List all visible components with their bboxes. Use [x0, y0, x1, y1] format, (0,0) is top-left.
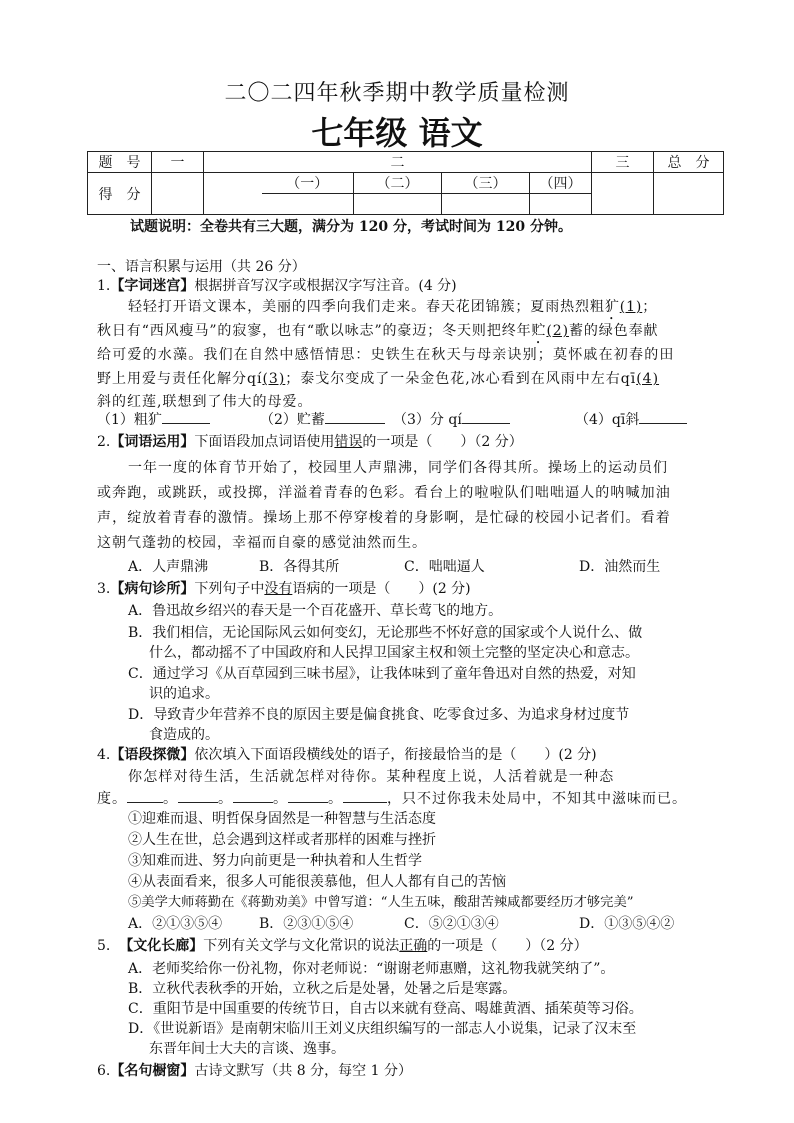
q5-option-b[interactable]: B．立秋代表秋季的开始，立秋之后是处暑，处暑之后是寒露。	[128, 981, 517, 997]
q2-tag: 【词语运用】	[110, 434, 195, 450]
q4-item-4: ④从表面看来，很多人可能很羡慕他，但人人都有自己的苦恼	[128, 874, 506, 890]
score-cell-part1[interactable]	[152, 173, 204, 215]
q4-tag: 【语段探微】	[110, 747, 195, 763]
score-cell-spacer	[204, 173, 262, 215]
q3-option-c-line2: 识的追求。	[149, 686, 219, 702]
q1-answer-3-blank[interactable]	[462, 409, 510, 424]
q1-passage-line-4	[97, 369, 659, 389]
q2-stem-text: 的一项是（ ）（2 分）	[362, 434, 523, 450]
q2-stem-text: 下面语段加点词语使用	[194, 434, 335, 450]
q2-number: 2.	[97, 434, 111, 450]
score-cell-sub3[interactable]	[442, 194, 530, 215]
question-2-stem	[97, 432, 523, 452]
q1-pinyin-1: qí	[247, 371, 263, 387]
q1-answer-2	[260, 409, 385, 430]
q4-option-c[interactable]: C．⑤②①③④	[404, 916, 499, 932]
q3-number: 3.	[97, 581, 111, 597]
score-cell-sub4[interactable]	[530, 194, 592, 215]
q2-passage-line-3: 声，绽放着青春的激情。操场上那不停穿梭着的身影啊，是忙碌的校园小记者们。看着	[97, 510, 671, 526]
q3-option-b-line1[interactable]: B．我们相信，无论国际风云如何变幻，无论那些不怀好意的国家或个人说什么、做	[128, 625, 643, 641]
q1-pinyin-2: qī	[620, 371, 637, 387]
exam-subtitle: 七年级 语文	[311, 114, 483, 152]
q1-marked-word-2: 贮	[531, 323, 547, 339]
q5-option-c[interactable]: C．重阳节是中国重要的传统节日，自古以来就有登高、喝雄黄酒、插茱萸等习俗。	[128, 1001, 643, 1017]
q4-passage-text: 度。	[97, 791, 127, 807]
score-cell-sub2[interactable]	[354, 194, 442, 215]
score-table	[87, 151, 724, 215]
q4-passage-line-2: 度。 。 。 。 。 ，只不过你我未处局中，不知其中滋味而已。	[97, 788, 687, 809]
q1-passage-text: ；泰戈尔变成了一朵金色花,冰心看到在风雨中左右	[285, 371, 621, 387]
q6-number: 6.	[97, 1063, 111, 1079]
exam-title: 二〇二四年秋季期中教学质量检测	[224, 81, 570, 106]
q6-tag: 【名句橱窗】	[110, 1063, 195, 1079]
q1-passage-text: 野上用爱与责任化解分	[97, 371, 247, 387]
q4-item-3: ③知难而进、努力向前更是一种执着和人生哲学	[128, 853, 422, 869]
q2-stem-emphasis: 错误	[334, 434, 363, 450]
q4-blank-3[interactable]	[233, 788, 273, 803]
question-4-stem	[97, 745, 597, 765]
q1-punct: ；	[642, 299, 658, 315]
q4-item-2: ②人生在世，总会遇到这样或者那样的困难与挫折	[128, 832, 436, 848]
q1-blank-2: (2)	[546, 323, 569, 339]
q1-number: 1.	[97, 278, 111, 294]
q4-blank-1[interactable]	[127, 788, 163, 803]
q2-passage-line-2: 或奔跑，或跳跃，或投掷，洋溢着青春的色彩。看台上的啦啦队们咄咄逼人的呐喊加油	[97, 485, 671, 501]
exam-instructions: 试题说明：全卷共有三大题，满分为 120 分，考试时间为 120 分钟。	[130, 219, 572, 235]
question-5-stem	[97, 936, 588, 956]
q1-blank-3: (3)	[262, 371, 286, 387]
q5-tag: 【文化长廊】	[119, 938, 204, 954]
score-cell-part3[interactable]	[592, 173, 654, 215]
q5-option-d-line2: 东晋年间士大夫的言谈、逸事。	[149, 1041, 345, 1057]
q1-passage-line-3: 给可爱的水藻。我们在自然中感悟情思：史铁生在秋天与母亲诀别；莫怀戚在初春的田	[97, 347, 675, 363]
sub-part-1: （一）	[262, 173, 354, 194]
q2-option-d[interactable]: D．油然而生	[579, 559, 661, 575]
q3-option-d-line1[interactable]: D．导致青少年营养不良的原因主要是偏食挑食、吃零食过多、为追求身材过度节	[128, 707, 630, 723]
q1-answer-4	[575, 409, 687, 430]
q5-option-d-line1[interactable]: D．《世说新语》是南朝宋临川王刘义庆组织编写的一部志人小说集，记录了汉末至	[128, 1021, 637, 1037]
score-table-header-part2: 二	[204, 152, 592, 173]
q3-option-a[interactable]: A．鲁迅故乡绍兴的春天是一个百花盛开、草长莺飞的地方。	[128, 603, 503, 619]
q6-stem-text: 古诗文默写（共 8 分，每空 1 分）	[194, 1063, 412, 1079]
q4-option-a[interactable]: A．②①③⑤④	[128, 916, 223, 932]
q4-blank-2[interactable]	[178, 788, 218, 803]
q5-stem-text: 的一项是（ ）（2 分）	[427, 938, 588, 954]
q3-stem-text: 语病的一项是（ ）(2 分)	[292, 581, 471, 597]
q5-number: 5.	[97, 938, 111, 954]
q1-answer-3	[393, 409, 510, 430]
q1-passage-line-5: 斜的红莲,联想到了伟大的母爱。	[97, 394, 313, 410]
score-cell-total[interactable]	[654, 173, 724, 215]
q3-option-d-line2: 食造成的。	[149, 727, 219, 743]
q4-passage-line-1: 你怎样对待生活，生活就怎样对待你。某种程度上说，人活着就是一种态	[128, 769, 615, 785]
q1-answer-1-blank[interactable]	[162, 409, 210, 424]
q3-stem-text: 下列句子中	[194, 581, 265, 597]
sub-part-3: （三）	[442, 173, 530, 194]
q1-passage-line-2	[97, 321, 658, 347]
score-table-header-total: 总 分	[654, 152, 724, 173]
q1-answer-4-label: （4）qī斜	[575, 412, 640, 428]
q4-number: 4.	[97, 747, 111, 763]
sub-part-4: （四）	[530, 173, 592, 194]
score-table-row-label: 得 分	[88, 173, 152, 215]
sub-part-2: （二）	[354, 173, 442, 194]
q1-passage-text: 秋日有“西风瘦马”的寂寥，也有“歌以咏志”的豪迈；冬天则把终年	[97, 323, 532, 339]
q1-answer-2-blank[interactable]	[325, 409, 385, 424]
q4-option-b[interactable]: B．②③①⑤④	[259, 916, 354, 932]
q2-passage-line-1: 一年一度的体育节开始了，校园里人声鼎沸，同学们各得其所。操场上的运动员们	[128, 460, 668, 476]
q1-answer-4-blank[interactable]	[639, 409, 687, 424]
section-heading-1: 一、语言积累与运用（共 26 分）	[97, 259, 306, 275]
q1-answer-1	[97, 409, 210, 430]
score-cell-sub1[interactable]	[262, 194, 354, 215]
q3-option-b-line2: 什么，都动摇不了中国政府和人民捍卫国家主权和领土完整的坚定决心和意志。	[149, 645, 639, 661]
q3-tag: 【病句诊所】	[110, 581, 195, 597]
q1-answer-2-label: （2）贮蓄	[260, 412, 325, 428]
q5-option-a[interactable]: A．老师奖给你一份礼物，你对老师说：“谢谢老师惠赠，这礼物我就笑纳了”。	[128, 961, 615, 977]
q1-answer-3-label: （3）分 qí	[393, 412, 462, 428]
q1-stem-text: 根据拼音写汉字或根据汉字写注音。(4 分)	[194, 278, 457, 294]
q4-blank-5[interactable]	[343, 788, 387, 803]
q4-item-5: ⑤美学大师蒋勤在《蒋勤劝美》中曾写道：“人生五味，酸甜苦辣咸都要经历才够完美”	[128, 895, 634, 910]
q4-item-1: ①迎难而退、明哲保身固然是一种智慧与生活态度	[128, 811, 436, 827]
q2-option-b[interactable]: B．各得其所	[259, 559, 340, 575]
q2-option-c[interactable]: C．咄咄逼人	[404, 559, 485, 575]
question-6-stem	[97, 1061, 412, 1081]
q2-passage-line-4: 这朝气蓬勃的校园，幸福而自豪的感觉油然而生。	[97, 535, 427, 551]
q1-marked-word-1: 犷	[604, 299, 620, 315]
q1-blank-1: (1)	[619, 299, 643, 315]
q1-tag: 【字词迷宫】	[110, 278, 195, 294]
q1-passage-text: 轻轻打开语文课本，美丽的四季向我们走来。春天花团锦簇；夏雨热烈粗	[128, 299, 605, 315]
score-table-header-part1: 一	[152, 152, 204, 173]
q1-passage-line-1	[128, 297, 657, 323]
q1-answer-1-label: （1）粗犷	[97, 412, 162, 428]
q1-passage-text: 蓄的绿色奉献	[568, 323, 659, 339]
q1-blank-4: (4)	[636, 371, 660, 387]
score-table-header-label: 题 号	[88, 152, 152, 173]
question-1-stem	[97, 276, 457, 296]
question-3-stem	[97, 579, 471, 599]
q4-option-d[interactable]: D．①③⑤④②	[579, 916, 675, 932]
q5-stem-text: 下列有关文学与文化常识的说法	[203, 938, 400, 954]
q4-blank-4[interactable]	[288, 788, 328, 803]
q3-option-c-line1[interactable]: C．通过学习《从百草园到三味书屋》，让我体味到了童年鲁迅对自然的热爱，对知	[128, 666, 636, 682]
q5-stem-emphasis: 正确	[399, 938, 428, 954]
score-table-header-part3: 三	[592, 152, 654, 173]
q4-stem-text: 依次填入下面语段横线处的语子，衔接最恰当的是（ ）(2 分)	[194, 747, 597, 763]
q2-option-a[interactable]: A．人声鼎沸	[128, 559, 209, 575]
q4-passage-text: ，只不过你我未处局中，不知其中滋味而已。	[387, 791, 687, 807]
q3-stem-emphasis: 没有	[264, 581, 293, 597]
